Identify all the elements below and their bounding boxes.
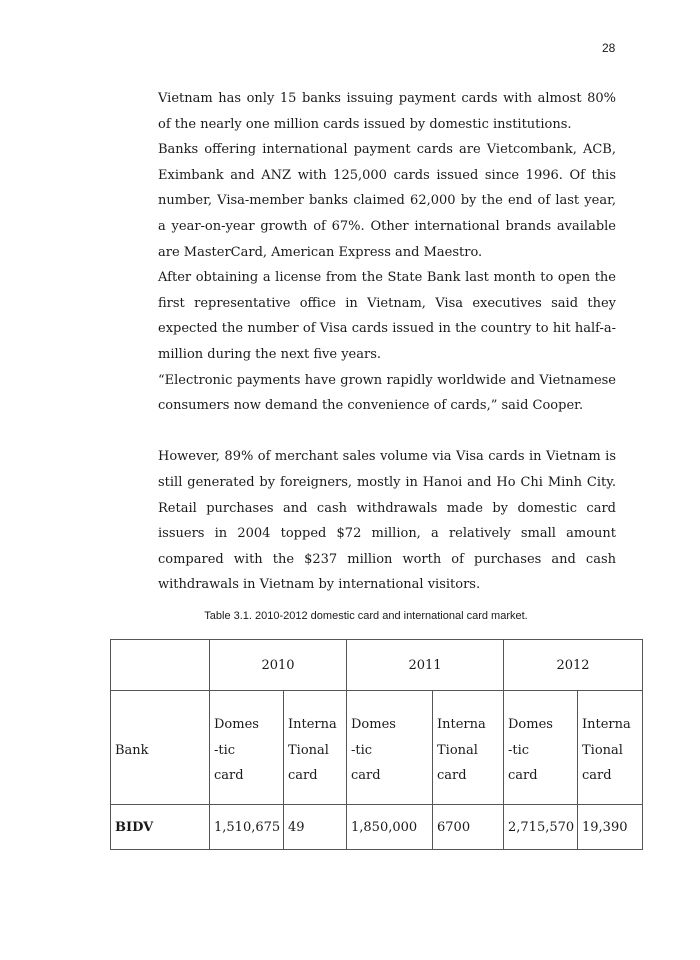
year-header: 2011 bbox=[347, 640, 504, 691]
year-header: 2012 bbox=[504, 640, 643, 691]
paragraph: “Electronic payments have grown rapidly worldwide and Vietnamese consumers now demand the convenience of cards,” said Cooper. bbox=[158, 372, 616, 414]
empty-header-cell bbox=[111, 640, 210, 691]
paragraph: After obtaining a license from the State Bank last month to open the first representative office in Vietnam, Visa executives said they expected the number of Visa cards issued in the country to hit half-a-million during the next five years. bbox=[158, 270, 616, 362]
column-header-row bbox=[111, 691, 643, 805]
value-cell: 1,510,675 bbox=[210, 805, 284, 850]
value-cell: 6700 bbox=[433, 805, 504, 850]
value-cell: 19,390 bbox=[578, 805, 643, 850]
domestic-card-header: Domes -tic card bbox=[347, 691, 433, 805]
international-card-header: Interna Tional card bbox=[578, 691, 643, 805]
domestic-card-header: Domes -tic card bbox=[504, 691, 578, 805]
body-text bbox=[158, 86, 616, 598]
value-cell: 2,715,570 bbox=[504, 805, 578, 850]
international-card-header: Interna Tional card bbox=[284, 691, 347, 805]
bank-cell: BIDV bbox=[111, 805, 210, 850]
paragraph: Vietnam has only 15 banks issuing payment cards with almost 80% of the nearly one million cards issued by domestic institutions. bbox=[158, 91, 616, 132]
value-cell: 1,850,000 bbox=[347, 805, 433, 850]
year-header-row bbox=[111, 640, 643, 691]
domestic-card-header: Domes -tic card bbox=[210, 691, 284, 805]
table-row bbox=[111, 805, 643, 850]
value-cell: 49 bbox=[284, 805, 347, 850]
card-market-table bbox=[110, 639, 643, 850]
table-caption: Table 3.1. 2010-2012 domestic card and international card market. bbox=[204, 610, 528, 622]
year-header: 2010 bbox=[210, 640, 347, 691]
page-number: 28 bbox=[602, 41, 616, 55]
paragraph-gap bbox=[158, 419, 616, 445]
international-card-header: Interna Tional card bbox=[433, 691, 504, 805]
paragraph: Banks offering international payment cards are Vietcombank, ACB, Eximbank and ANZ with 125,000 cards issued since 1996. Of this number, Visa-member banks claimed 62,000 by the end of last year, a year-on-year growth of 67%. Other international brands available are MasterCard, American Express and Maestro. bbox=[158, 142, 616, 260]
bank-header: Bank bbox=[111, 691, 210, 805]
paragraph: However, 89% of merchant sales volume via Visa cards in Vietnam is still generated by foreigners, mostly in Hanoi and Ho Chi Minh City. Retail purchases and cash withdrawals made by domestic card issuers in 2004 topped $72 million, a relatively small amount compared with the $237 million worth of purchases and cash withdrawals in Vietnam by international visitors. bbox=[158, 449, 616, 593]
